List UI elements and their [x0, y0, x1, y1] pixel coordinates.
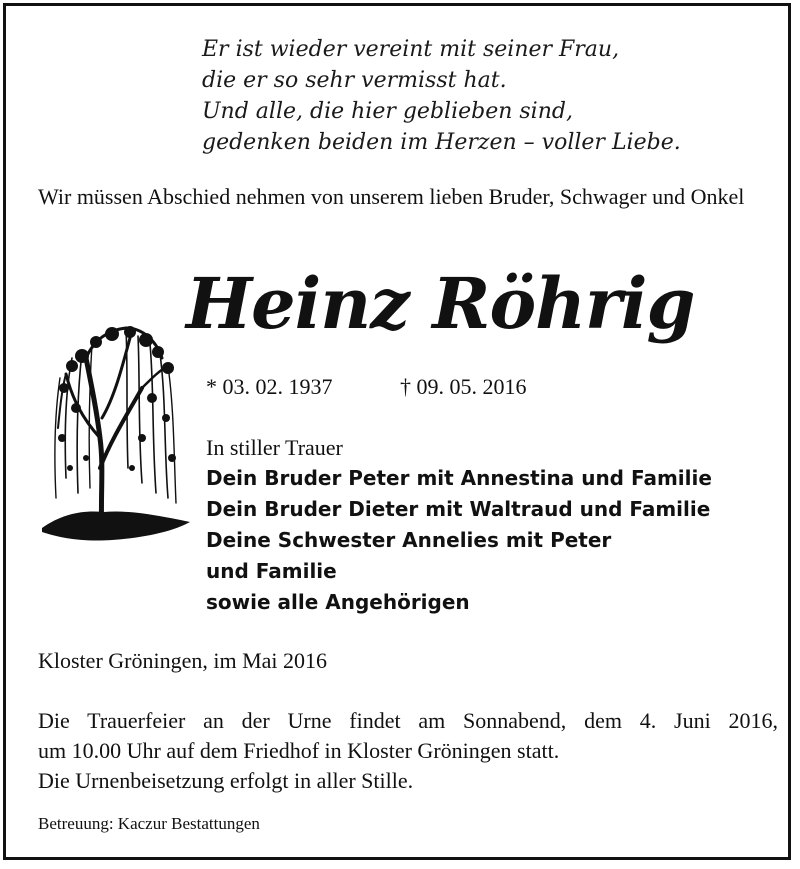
death-date: † 09. 05. 2016 — [400, 374, 527, 399]
mourners-block — [206, 432, 766, 618]
poem-line: gedenken beiden im Herzen – voller Liebe. — [202, 130, 681, 155]
life-dates — [206, 372, 527, 402]
mourner-line: Deine Schwester Annelies mit Peter — [206, 528, 612, 552]
place-date: Kloster Gröningen, im Mai 2016 — [38, 648, 328, 673]
mourner-line: und Familie — [206, 559, 337, 583]
mourner-line: Dein Bruder Dieter mit Waltraud und Familie — [206, 497, 711, 521]
service-line: um 10.00 Uhr auf dem Friedhof in Kloster Gröningen statt. — [38, 738, 560, 763]
birth-date: * 03. 02. 1937 — [206, 374, 333, 399]
obituary-frame — [3, 3, 791, 860]
poem-line: Er ist wieder vereint mit seiner Frau, — [202, 37, 620, 62]
service-line: Die Urnenbeisetzung erfolgt in aller Stille. — [38, 768, 414, 793]
deceased-name: Heinz Röhrig — [186, 262, 695, 345]
poem-line: die er so sehr vermisst hat. — [202, 68, 507, 93]
mourner-line: sowie alle Angehörigen — [206, 590, 470, 614]
weeping-willow-icon — [42, 318, 190, 548]
mourner-line: Dein Bruder Peter mit Annestina und Familie — [206, 466, 712, 490]
intro-text: Wir müssen Abschied nehmen von unserem lieben Bruder, Schwager und Onkel — [38, 184, 745, 209]
service-line: Die Trauerfeier an der Urne findet am Sonnabend, dem 4. Juni 2016, — [38, 708, 778, 733]
funeral-home-credit: Betreuung: Kaczur Bestattungen — [38, 814, 260, 833]
mourners-lead: In stiller Trauer — [206, 435, 343, 460]
service-info — [38, 706, 778, 796]
poem-line: Und alle, die hier geblieben sind, — [202, 99, 573, 124]
poem — [202, 34, 722, 158]
